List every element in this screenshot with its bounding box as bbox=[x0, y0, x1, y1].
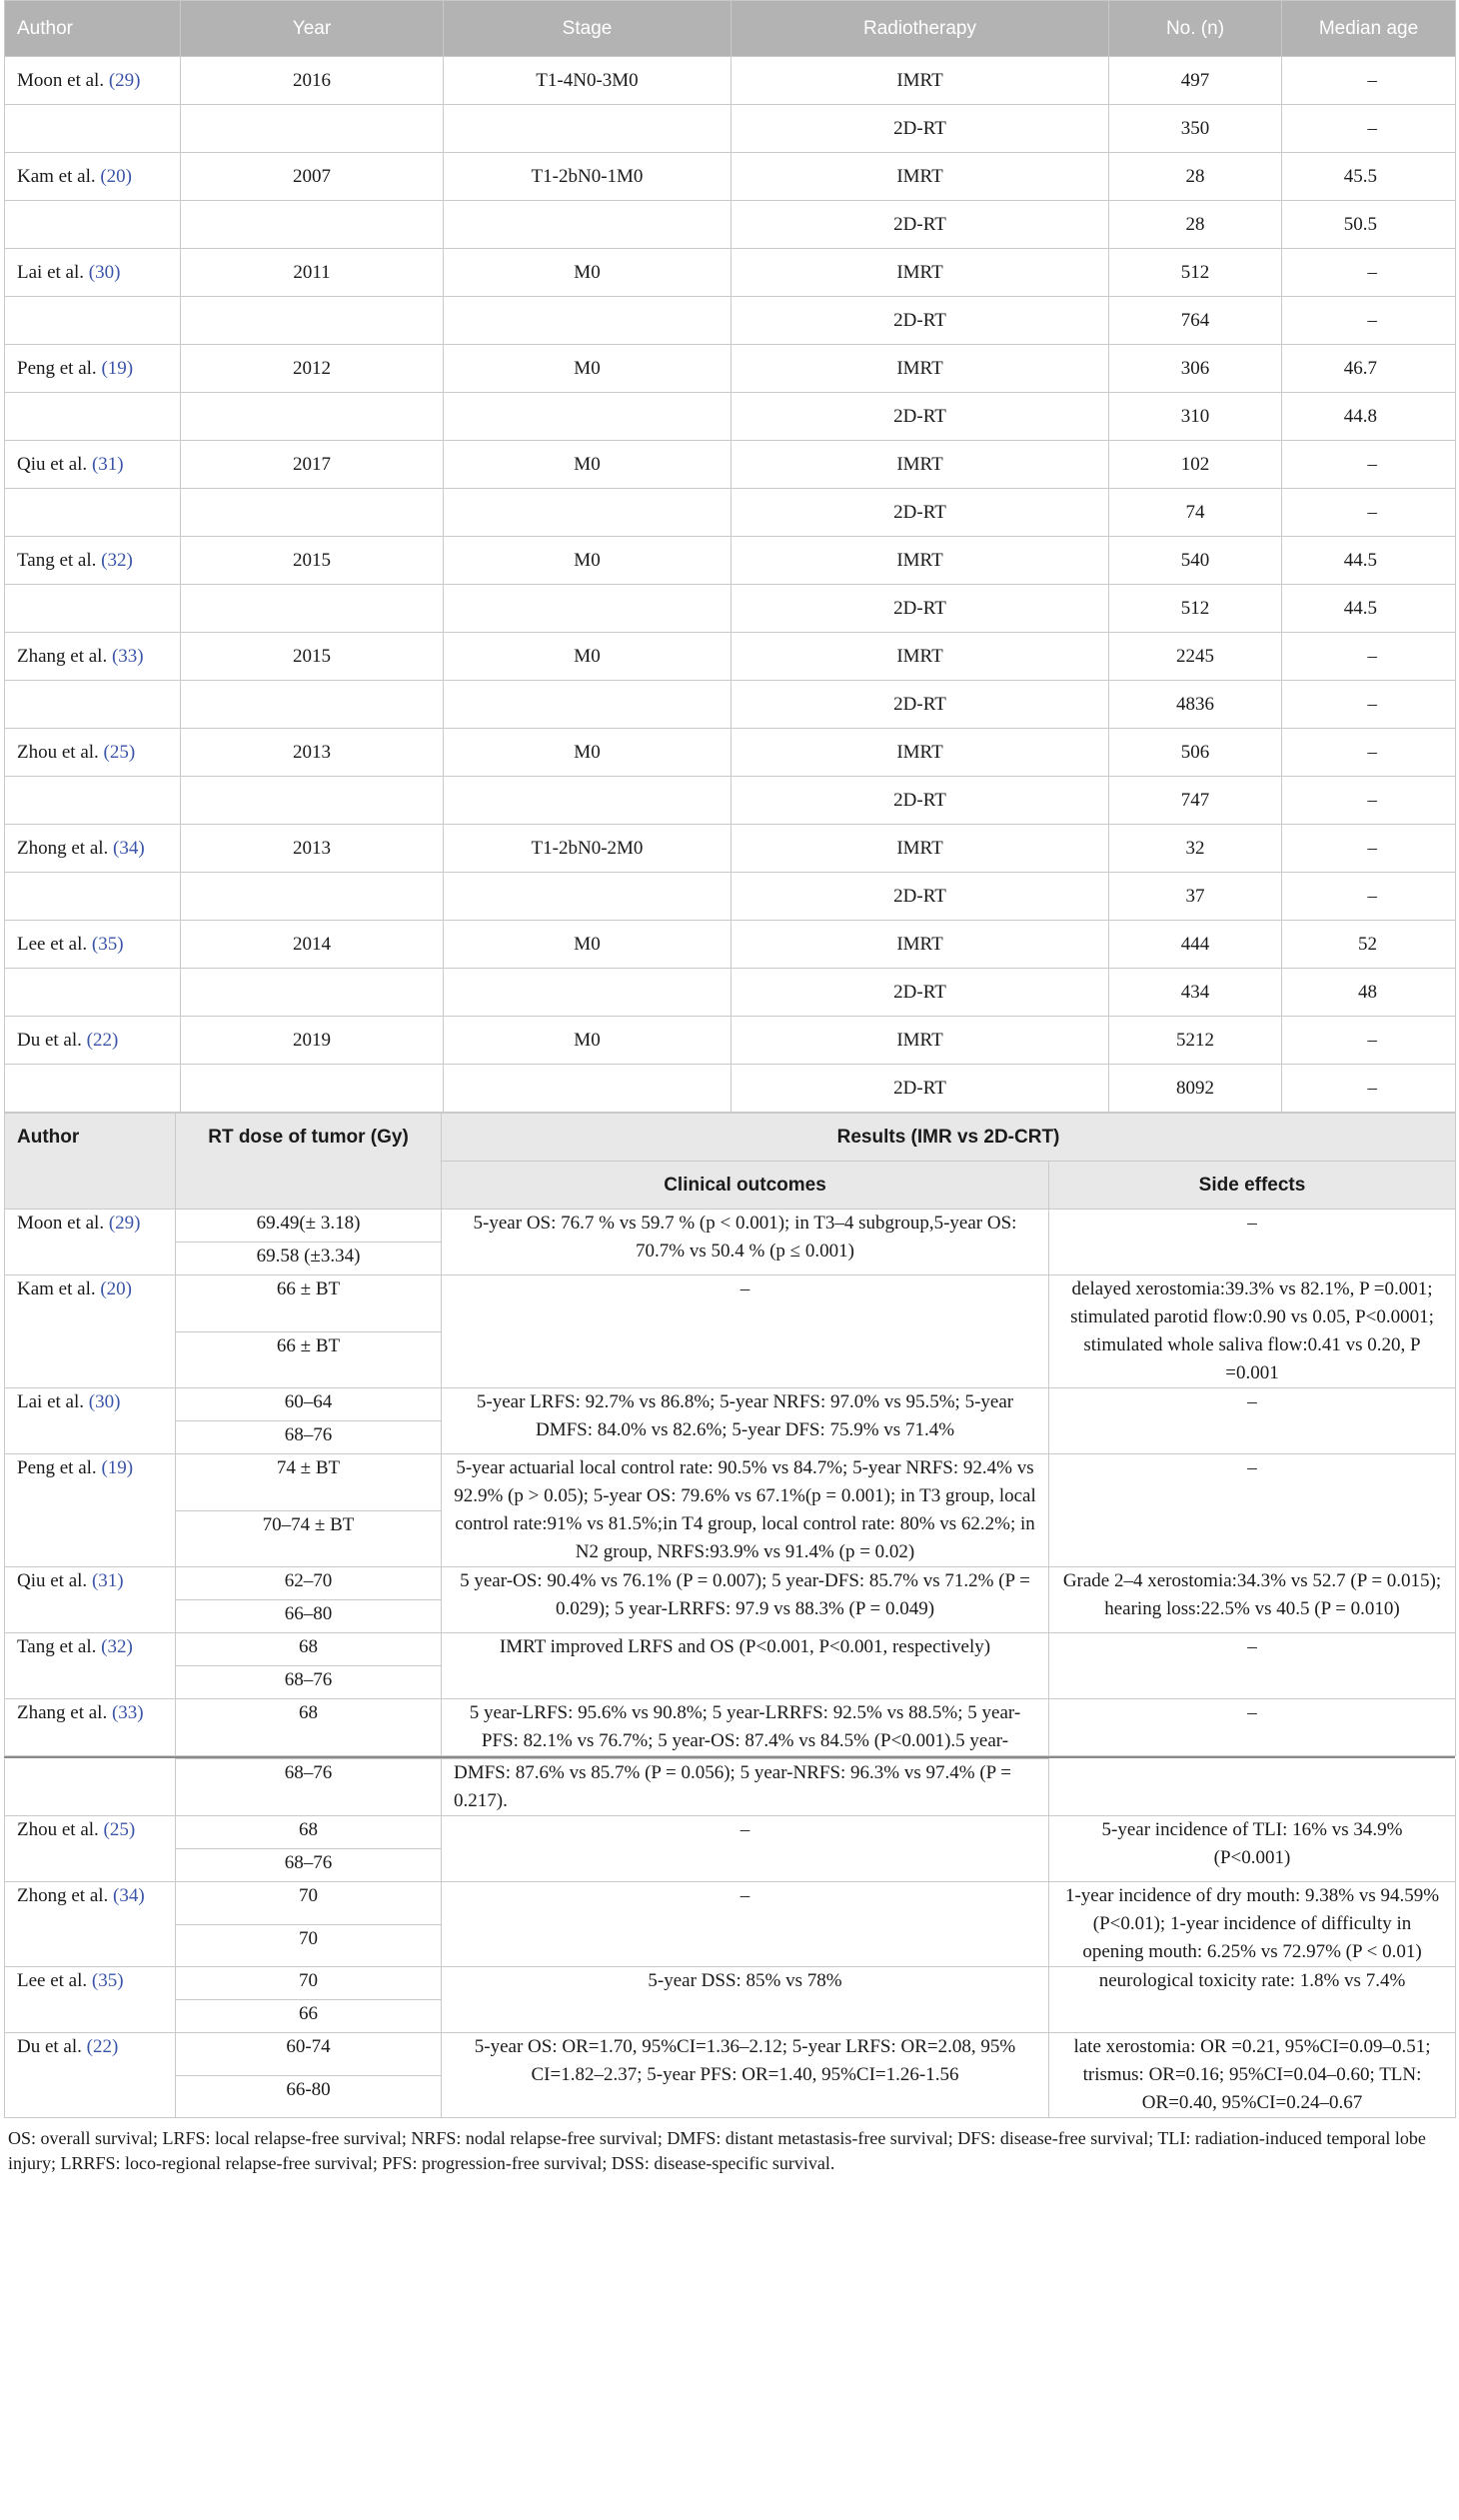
stage-cell bbox=[444, 873, 731, 921]
study-characteristics-table bbox=[4, 0, 1456, 1113]
table-row bbox=[5, 297, 1456, 345]
year-cell: 2014 bbox=[181, 921, 444, 969]
year-cell bbox=[181, 105, 444, 153]
table-row bbox=[5, 1699, 1456, 1756]
table-row bbox=[5, 825, 1456, 873]
citation-link[interactable]: (22) bbox=[86, 2036, 119, 2057]
dose-cell: 68–76 bbox=[176, 1666, 442, 1699]
author-cell bbox=[5, 1567, 176, 1633]
author-name: Qiu et al. bbox=[17, 1570, 88, 1591]
citation-link[interactable]: (35) bbox=[91, 1970, 124, 1991]
side-effects-cell: – bbox=[1049, 1633, 1456, 1699]
author-cell bbox=[5, 249, 181, 297]
author-cell bbox=[5, 1759, 176, 1816]
author-cell bbox=[5, 1882, 176, 1967]
year-cell bbox=[181, 1065, 444, 1113]
count-cell: 764 bbox=[1109, 297, 1282, 345]
count-cell: 32 bbox=[1109, 825, 1282, 873]
dose-cell: 66–80 bbox=[176, 1600, 442, 1633]
citation-link[interactable]: (25) bbox=[103, 1819, 136, 1840]
citation-link[interactable]: (29) bbox=[108, 1213, 141, 1234]
table-row bbox=[5, 153, 1456, 201]
table-row bbox=[5, 729, 1456, 777]
table-row bbox=[5, 1388, 1456, 1421]
median-age-cell: – bbox=[1282, 633, 1456, 681]
count-cell: 540 bbox=[1109, 537, 1282, 585]
median-age-cell: – bbox=[1282, 729, 1456, 777]
table-row bbox=[5, 1210, 1456, 1243]
citation-link[interactable]: (20) bbox=[100, 165, 133, 187]
citation-link[interactable]: (33) bbox=[111, 645, 144, 667]
year-cell bbox=[181, 969, 444, 1017]
year-cell: 2011 bbox=[181, 249, 444, 297]
author-cell bbox=[5, 105, 181, 153]
author-cell bbox=[5, 441, 181, 489]
citation-link[interactable]: (33) bbox=[111, 1702, 144, 1723]
radiotherapy-cell: 2D-RT bbox=[731, 585, 1109, 633]
column-header: Clinical outcomes bbox=[442, 1162, 1049, 1210]
count-cell: 497 bbox=[1109, 57, 1282, 105]
radiotherapy-cell: 2D-RT bbox=[731, 489, 1109, 537]
citation-link[interactable]: (29) bbox=[108, 69, 141, 91]
stage-cell bbox=[444, 105, 731, 153]
results-table bbox=[4, 1113, 1456, 1756]
author-name: Tang et al. bbox=[17, 549, 97, 571]
author-cell bbox=[5, 1017, 181, 1065]
stage-cell bbox=[444, 681, 731, 729]
stage-cell bbox=[444, 489, 731, 537]
dose-cell: 62–70 bbox=[176, 1567, 442, 1600]
median-age-cell: 44.5 bbox=[1282, 537, 1456, 585]
radiotherapy-cell: IMRT bbox=[731, 825, 1109, 873]
radiotherapy-cell: 2D-RT bbox=[731, 681, 1109, 729]
count-cell: 512 bbox=[1109, 585, 1282, 633]
author-name: Du et al. bbox=[17, 1029, 82, 1051]
clinical-outcomes-cell: – bbox=[442, 1275, 1049, 1388]
author-cell bbox=[5, 393, 181, 441]
clinical-outcomes-cell: – bbox=[442, 1882, 1049, 1967]
count-cell: 350 bbox=[1109, 105, 1282, 153]
table-row bbox=[5, 969, 1456, 1017]
header-row bbox=[5, 1114, 1456, 1162]
author-name: Tang et al. bbox=[17, 1636, 97, 1657]
stage-cell: M0 bbox=[444, 441, 731, 489]
radiotherapy-cell: 2D-RT bbox=[731, 105, 1109, 153]
stage-cell: M0 bbox=[444, 249, 731, 297]
median-age-cell: – bbox=[1282, 825, 1456, 873]
radiotherapy-cell: 2D-RT bbox=[731, 777, 1109, 825]
author-cell bbox=[5, 1454, 176, 1567]
author-cell bbox=[5, 489, 181, 537]
median-age-cell: 44.8 bbox=[1282, 393, 1456, 441]
citation-link[interactable]: (30) bbox=[88, 261, 121, 283]
dose-cell: 66-80 bbox=[176, 2075, 442, 2118]
year-cell: 2016 bbox=[181, 57, 444, 105]
radiotherapy-cell: IMRT bbox=[731, 153, 1109, 201]
table-row bbox=[5, 489, 1456, 537]
author-name: Zhang et al. bbox=[17, 645, 108, 667]
year-cell: 2015 bbox=[181, 537, 444, 585]
radiotherapy-cell: 2D-RT bbox=[731, 201, 1109, 249]
count-cell: 74 bbox=[1109, 489, 1282, 537]
clinical-outcomes-cell: IMRT improved LRFS and OS (P<0.001, P<0.001, respectively) bbox=[442, 1633, 1049, 1699]
column-header: Year bbox=[181, 1, 444, 57]
table-row bbox=[5, 1275, 1456, 1332]
citation-link[interactable]: (34) bbox=[113, 837, 145, 859]
table-row bbox=[5, 1454, 1456, 1511]
author-name: Qiu et al. bbox=[17, 453, 88, 475]
clinical-outcomes-cell: 5-year OS: 76.7 % vs 59.7 % (p < 0.001); in T3–4 subgroup,5-year OS: 70.7% vs 50.4 % (p ≤ 0.001) bbox=[442, 1210, 1049, 1275]
stage-cell: T1-2bN0-2M0 bbox=[444, 825, 731, 873]
stage-cell bbox=[444, 969, 731, 1017]
author-cell bbox=[5, 1699, 176, 1756]
author-name: Kam et al. bbox=[17, 1278, 96, 1299]
side-effects-cell: neurological toxicity rate: 1.8% vs 7.4% bbox=[1049, 1967, 1456, 2033]
table-row bbox=[5, 585, 1456, 633]
column-header: Radiotherapy bbox=[731, 1, 1109, 57]
radiotherapy-cell: 2D-RT bbox=[731, 969, 1109, 1017]
table-row bbox=[5, 1882, 1456, 1925]
table-row bbox=[5, 1633, 1456, 1666]
count-cell: 28 bbox=[1109, 201, 1282, 249]
column-header: Author bbox=[5, 1, 181, 57]
radiotherapy-cell: 2D-RT bbox=[731, 1065, 1109, 1113]
radiotherapy-cell: 2D-RT bbox=[731, 873, 1109, 921]
author-cell bbox=[5, 873, 181, 921]
count-cell: 506 bbox=[1109, 729, 1282, 777]
clinical-outcomes-cell: 5-year actuarial local control rate: 90.5% vs 84.7%; 5-year NRFS: 92.4% vs 92.9% (p > 0.05); 5-year OS: 79.6% vs 67.1%(p = 0.001); in T3 group, local control rate:91% vs 81.5%;in T4 group, local control rate: 80% vs 62.2%; in N2 group, NRFS:93.9% vs 91.4% (p = 0.02) bbox=[442, 1454, 1049, 1567]
stage-cell: M0 bbox=[444, 729, 731, 777]
dose-cell: 66 ± BT bbox=[176, 1331, 442, 1388]
year-cell bbox=[181, 297, 444, 345]
author-cell bbox=[5, 681, 181, 729]
table-body bbox=[5, 57, 1456, 1113]
median-age-cell: – bbox=[1282, 249, 1456, 297]
stage-cell: M0 bbox=[444, 633, 731, 681]
median-age-cell: – bbox=[1282, 297, 1456, 345]
dose-cell: 68 bbox=[176, 1633, 442, 1666]
radiotherapy-cell: IMRT bbox=[731, 921, 1109, 969]
radiotherapy-cell: IMRT bbox=[731, 633, 1109, 681]
count-cell: 102 bbox=[1109, 441, 1282, 489]
author-name: Zhou et al. bbox=[17, 1819, 99, 1840]
dose-cell: 66 bbox=[176, 2000, 442, 2033]
clinical-outcomes-cell: DMFS: 87.6% vs 85.7% (P = 0.056); 5 year-NRFS: 96.3% vs 97.4% (P = 0.217). bbox=[442, 1759, 1049, 1816]
radiotherapy-cell: 2D-RT bbox=[731, 393, 1109, 441]
author-cell bbox=[5, 921, 181, 969]
table-row bbox=[5, 249, 1456, 297]
results-table-continued bbox=[4, 1758, 1456, 2118]
author-name: Moon et al. bbox=[17, 69, 105, 91]
dose-cell: 68–76 bbox=[176, 1759, 442, 1816]
author-cell bbox=[5, 1388, 176, 1454]
side-effects-cell: late xerostomia: OR =0.21, 95%CI=0.09–0.51; trismus: OR=0.16; 95%CI=0.04–0.60; TLN: OR=0.40, 95%CI=0.24–0.67 bbox=[1049, 2033, 1456, 2118]
dose-cell: 69.58 (±3.34) bbox=[176, 1243, 442, 1275]
clinical-outcomes-cell: 5-year LRFS: 92.7% vs 86.8%; 5-year NRFS: 97.0% vs 95.5%; 5-year DMFS: 84.0% vs 82.6%; 5-year DFS: 75.9% vs 71.4% bbox=[442, 1388, 1049, 1454]
radiotherapy-cell: IMRT bbox=[731, 345, 1109, 393]
clinical-outcomes-cell: 5 year-LRFS: 95.6% vs 90.8%; 5 year-LRRFS: 92.5% vs 88.5%; 5 year-PFS: 82.1% vs 76.7%; 5 year-OS: 87.4% vs 84.5% (P<0.001).5 year- bbox=[442, 1699, 1049, 1756]
count-cell: 512 bbox=[1109, 249, 1282, 297]
median-age-cell: 44.5 bbox=[1282, 585, 1456, 633]
count-cell: 747 bbox=[1109, 777, 1282, 825]
clinical-outcomes-cell: 5-year DSS: 85% vs 78% bbox=[442, 1967, 1049, 2033]
dose-cell: 69.49(± 3.18) bbox=[176, 1210, 442, 1243]
year-cell bbox=[181, 777, 444, 825]
column-header: RT dose of tumor (Gy) bbox=[176, 1114, 442, 1210]
author-cell bbox=[5, 297, 181, 345]
column-header: Stage bbox=[444, 1, 731, 57]
table-row bbox=[5, 1967, 1456, 2000]
stage-cell: M0 bbox=[444, 1017, 731, 1065]
median-age-cell: – bbox=[1282, 489, 1456, 537]
citation-link[interactable]: (31) bbox=[91, 453, 124, 475]
dose-cell: 68–76 bbox=[176, 1849, 442, 1882]
radiotherapy-cell: IMRT bbox=[731, 441, 1109, 489]
side-effects-cell: 1-year incidence of dry mouth: 9.38% vs 94.59%(P<0.01); 1-year incidence of difficulty in opening mouth: 6.25% vs 72.97% (P < 0.01) bbox=[1049, 1882, 1456, 1967]
stage-cell bbox=[444, 585, 731, 633]
stage-cell: M0 bbox=[444, 537, 731, 585]
median-age-cell: – bbox=[1282, 441, 1456, 489]
dose-cell: 70 bbox=[176, 1882, 442, 1925]
median-age-cell: – bbox=[1282, 1065, 1456, 1113]
year-cell bbox=[181, 585, 444, 633]
author-cell bbox=[5, 2033, 176, 2118]
table-row bbox=[5, 921, 1456, 969]
median-age-cell: – bbox=[1282, 105, 1456, 153]
author-cell bbox=[5, 1275, 176, 1388]
dose-cell: 68 bbox=[176, 1699, 442, 1756]
side-effects-cell: – bbox=[1049, 1699, 1456, 1756]
author-cell bbox=[5, 969, 181, 1017]
table-row bbox=[5, 2033, 1456, 2076]
citation-link[interactable]: (19) bbox=[101, 357, 134, 379]
table-row bbox=[5, 1065, 1456, 1113]
table-row bbox=[5, 393, 1456, 441]
clinical-outcomes-cell: 5-year OS: OR=1.70, 95%CI=1.36–2.12; 5-year LRFS: OR=2.08, 95% CI=1.82–2.37; 5-year PFS: OR=1.40, 95%CI=1.26-1.56 bbox=[442, 2033, 1049, 2118]
year-cell: 2013 bbox=[181, 825, 444, 873]
radiotherapy-cell: IMRT bbox=[731, 57, 1109, 105]
stage-cell: T1-2bN0-1M0 bbox=[444, 153, 731, 201]
author-name: Du et al. bbox=[17, 2036, 82, 2057]
table-row bbox=[5, 633, 1456, 681]
citation-link[interactable]: (20) bbox=[100, 1278, 133, 1299]
count-cell: 434 bbox=[1109, 969, 1282, 1017]
side-effects-cell: delayed xerostomia:39.3% vs 82.1%, P =0.001; stimulated parotid flow:0.90 vs 0.05, P<0.0001; stimulated whole saliva flow:0.41 vs 0.20, P =0.001 bbox=[1049, 1275, 1456, 1388]
radiotherapy-cell: IMRT bbox=[731, 1017, 1109, 1065]
count-cell: 306 bbox=[1109, 345, 1282, 393]
author-cell bbox=[5, 729, 181, 777]
dose-cell: 66 ± BT bbox=[176, 1275, 442, 1332]
author-name: Lee et al. bbox=[17, 933, 88, 955]
side-effects-cell: – bbox=[1049, 1388, 1456, 1454]
side-effects-cell: Grade 2–4 xerostomia:34.3% vs 52.7 (P = 0.015); hearing loss:22.5% vs 40.5 (P = 0.010) bbox=[1049, 1567, 1456, 1633]
clinical-outcomes-cell: 5 year-OS: 90.4% vs 76.1% (P = 0.007); 5 year-DFS: 85.7% vs 71.2% (P = 0.029); 5 year-LRRFS: 97.9 vs 88.3% (P = 0.049) bbox=[442, 1567, 1049, 1633]
table-row bbox=[5, 441, 1456, 489]
side-effects-cell: 5-year incidence of TLI: 16% vs 34.9% (P<0.001) bbox=[1049, 1816, 1456, 1882]
stage-cell: T1-4N0-3M0 bbox=[444, 57, 731, 105]
author-cell bbox=[5, 1065, 181, 1113]
median-age-cell: 45.5 bbox=[1282, 153, 1456, 201]
median-age-cell: – bbox=[1282, 873, 1456, 921]
stage-cell bbox=[444, 201, 731, 249]
table-row bbox=[5, 201, 1456, 249]
author-cell bbox=[5, 1816, 176, 1882]
year-cell: 2015 bbox=[181, 633, 444, 681]
table-row bbox=[5, 777, 1456, 825]
table-body bbox=[5, 1759, 1456, 2118]
stage-cell bbox=[444, 1065, 731, 1113]
year-cell bbox=[181, 489, 444, 537]
table-row bbox=[5, 1567, 1456, 1600]
column-header: Author bbox=[5, 1114, 176, 1210]
column-header: Median age bbox=[1282, 1, 1456, 57]
year-cell: 2007 bbox=[181, 153, 444, 201]
table-row bbox=[5, 1816, 1456, 1849]
author-name: Peng et al. bbox=[17, 1457, 97, 1478]
table-body bbox=[5, 1210, 1456, 1756]
table-footnote: OS: overall survival; LRFS: local relapse-free survival; NRFS: nodal relapse-free survival; DMFS: distant metastasis-free survival; DFS: disease-free survival; TLI: radiation-induced temporal lobe injury; LRRFS: loco-regional relapse-free survival; PFS: progression-free survival; DSS: disease-specific survival. bbox=[8, 2128, 1426, 2173]
stage-cell: M0 bbox=[444, 921, 731, 969]
citation-link[interactable]: (25) bbox=[103, 741, 136, 763]
count-cell: 28 bbox=[1109, 153, 1282, 201]
author-cell bbox=[5, 537, 181, 585]
radiotherapy-cell: 2D-RT bbox=[731, 297, 1109, 345]
column-header: No. (n) bbox=[1109, 1, 1282, 57]
dose-cell: 70 bbox=[176, 1967, 442, 2000]
author-cell bbox=[5, 1633, 176, 1699]
median-age-cell: – bbox=[1282, 1017, 1456, 1065]
column-header: Side effects bbox=[1049, 1162, 1456, 1210]
radiotherapy-cell: IMRT bbox=[731, 729, 1109, 777]
side-effects-cell: – bbox=[1049, 1210, 1456, 1275]
author-cell bbox=[5, 57, 181, 105]
stage-cell bbox=[444, 393, 731, 441]
side-effects-cell bbox=[1049, 1759, 1456, 1816]
dose-cell: 60-74 bbox=[176, 2033, 442, 2076]
table-row bbox=[5, 1017, 1456, 1065]
header-row bbox=[5, 1, 1456, 57]
column-header: Results (IMR vs 2D-CRT) bbox=[442, 1114, 1456, 1162]
table-row bbox=[5, 57, 1456, 105]
author-name: Moon et al. bbox=[17, 1213, 105, 1234]
year-cell: 2012 bbox=[181, 345, 444, 393]
author-cell bbox=[5, 1967, 176, 2033]
citation-link[interactable]: (34) bbox=[113, 1885, 145, 1906]
author-cell bbox=[5, 153, 181, 201]
citation-link[interactable]: (19) bbox=[101, 1457, 134, 1478]
author-name: Peng et al. bbox=[17, 357, 97, 379]
table-row bbox=[5, 345, 1456, 393]
table-row bbox=[5, 537, 1456, 585]
author-name: Zhong et al. bbox=[17, 1885, 109, 1906]
stage-cell: M0 bbox=[444, 345, 731, 393]
year-cell: 2019 bbox=[181, 1017, 444, 1065]
median-age-cell: 46.7 bbox=[1282, 345, 1456, 393]
author-cell bbox=[5, 825, 181, 873]
author-name: Zhong et al. bbox=[17, 837, 109, 859]
median-age-cell: – bbox=[1282, 681, 1456, 729]
median-age-cell: 48 bbox=[1282, 969, 1456, 1017]
author-cell bbox=[5, 633, 181, 681]
count-cell: 8092 bbox=[1109, 1065, 1282, 1113]
count-cell: 310 bbox=[1109, 393, 1282, 441]
median-age-cell: 50.5 bbox=[1282, 201, 1456, 249]
author-cell bbox=[5, 585, 181, 633]
radiotherapy-cell: IMRT bbox=[731, 537, 1109, 585]
citation-link[interactable]: (30) bbox=[88, 1391, 121, 1412]
year-cell: 2013 bbox=[181, 729, 444, 777]
year-cell bbox=[181, 201, 444, 249]
table-row bbox=[5, 105, 1456, 153]
count-cell: 444 bbox=[1109, 921, 1282, 969]
year-cell bbox=[181, 393, 444, 441]
citation-link[interactable]: (35) bbox=[91, 933, 124, 955]
radiotherapy-cell: IMRT bbox=[731, 249, 1109, 297]
count-cell: 37 bbox=[1109, 873, 1282, 921]
author-name: Lee et al. bbox=[17, 1970, 88, 1991]
median-age-cell: 52 bbox=[1282, 921, 1456, 969]
author-cell bbox=[5, 201, 181, 249]
clinical-outcomes-cell: – bbox=[442, 1816, 1049, 1882]
year-cell: 2017 bbox=[181, 441, 444, 489]
citation-link[interactable]: (32) bbox=[101, 1636, 133, 1657]
table-row bbox=[5, 873, 1456, 921]
citation-link[interactable]: (31) bbox=[91, 1570, 124, 1591]
dose-cell: 70–74 ± BT bbox=[176, 1510, 442, 1567]
count-cell: 2245 bbox=[1109, 633, 1282, 681]
stage-cell bbox=[444, 297, 731, 345]
dose-cell: 60–64 bbox=[176, 1388, 442, 1421]
year-cell bbox=[181, 681, 444, 729]
author-cell bbox=[5, 777, 181, 825]
author-name: Zhou et al. bbox=[17, 741, 99, 763]
side-effects-cell: – bbox=[1049, 1454, 1456, 1567]
count-cell: 5212 bbox=[1109, 1017, 1282, 1065]
author-cell bbox=[5, 345, 181, 393]
year-cell bbox=[181, 873, 444, 921]
author-name: Lai et al. bbox=[17, 1391, 84, 1412]
median-age-cell: – bbox=[1282, 57, 1456, 105]
citation-link[interactable]: (32) bbox=[101, 549, 133, 571]
dose-cell: 68–76 bbox=[176, 1421, 442, 1454]
author-name: Kam et al. bbox=[17, 165, 96, 187]
median-age-cell: – bbox=[1282, 777, 1456, 825]
table-row bbox=[5, 681, 1456, 729]
table-row bbox=[5, 1759, 1456, 1816]
citation-link[interactable]: (22) bbox=[86, 1029, 119, 1051]
dose-cell: 68 bbox=[176, 1816, 442, 1849]
dose-cell: 70 bbox=[176, 1924, 442, 1967]
stage-cell bbox=[444, 777, 731, 825]
author-name: Zhang et al. bbox=[17, 1702, 108, 1723]
author-name: Lai et al. bbox=[17, 261, 84, 283]
author-cell bbox=[5, 1210, 176, 1275]
dose-cell: 74 ± BT bbox=[176, 1454, 442, 1511]
count-cell: 4836 bbox=[1109, 681, 1282, 729]
